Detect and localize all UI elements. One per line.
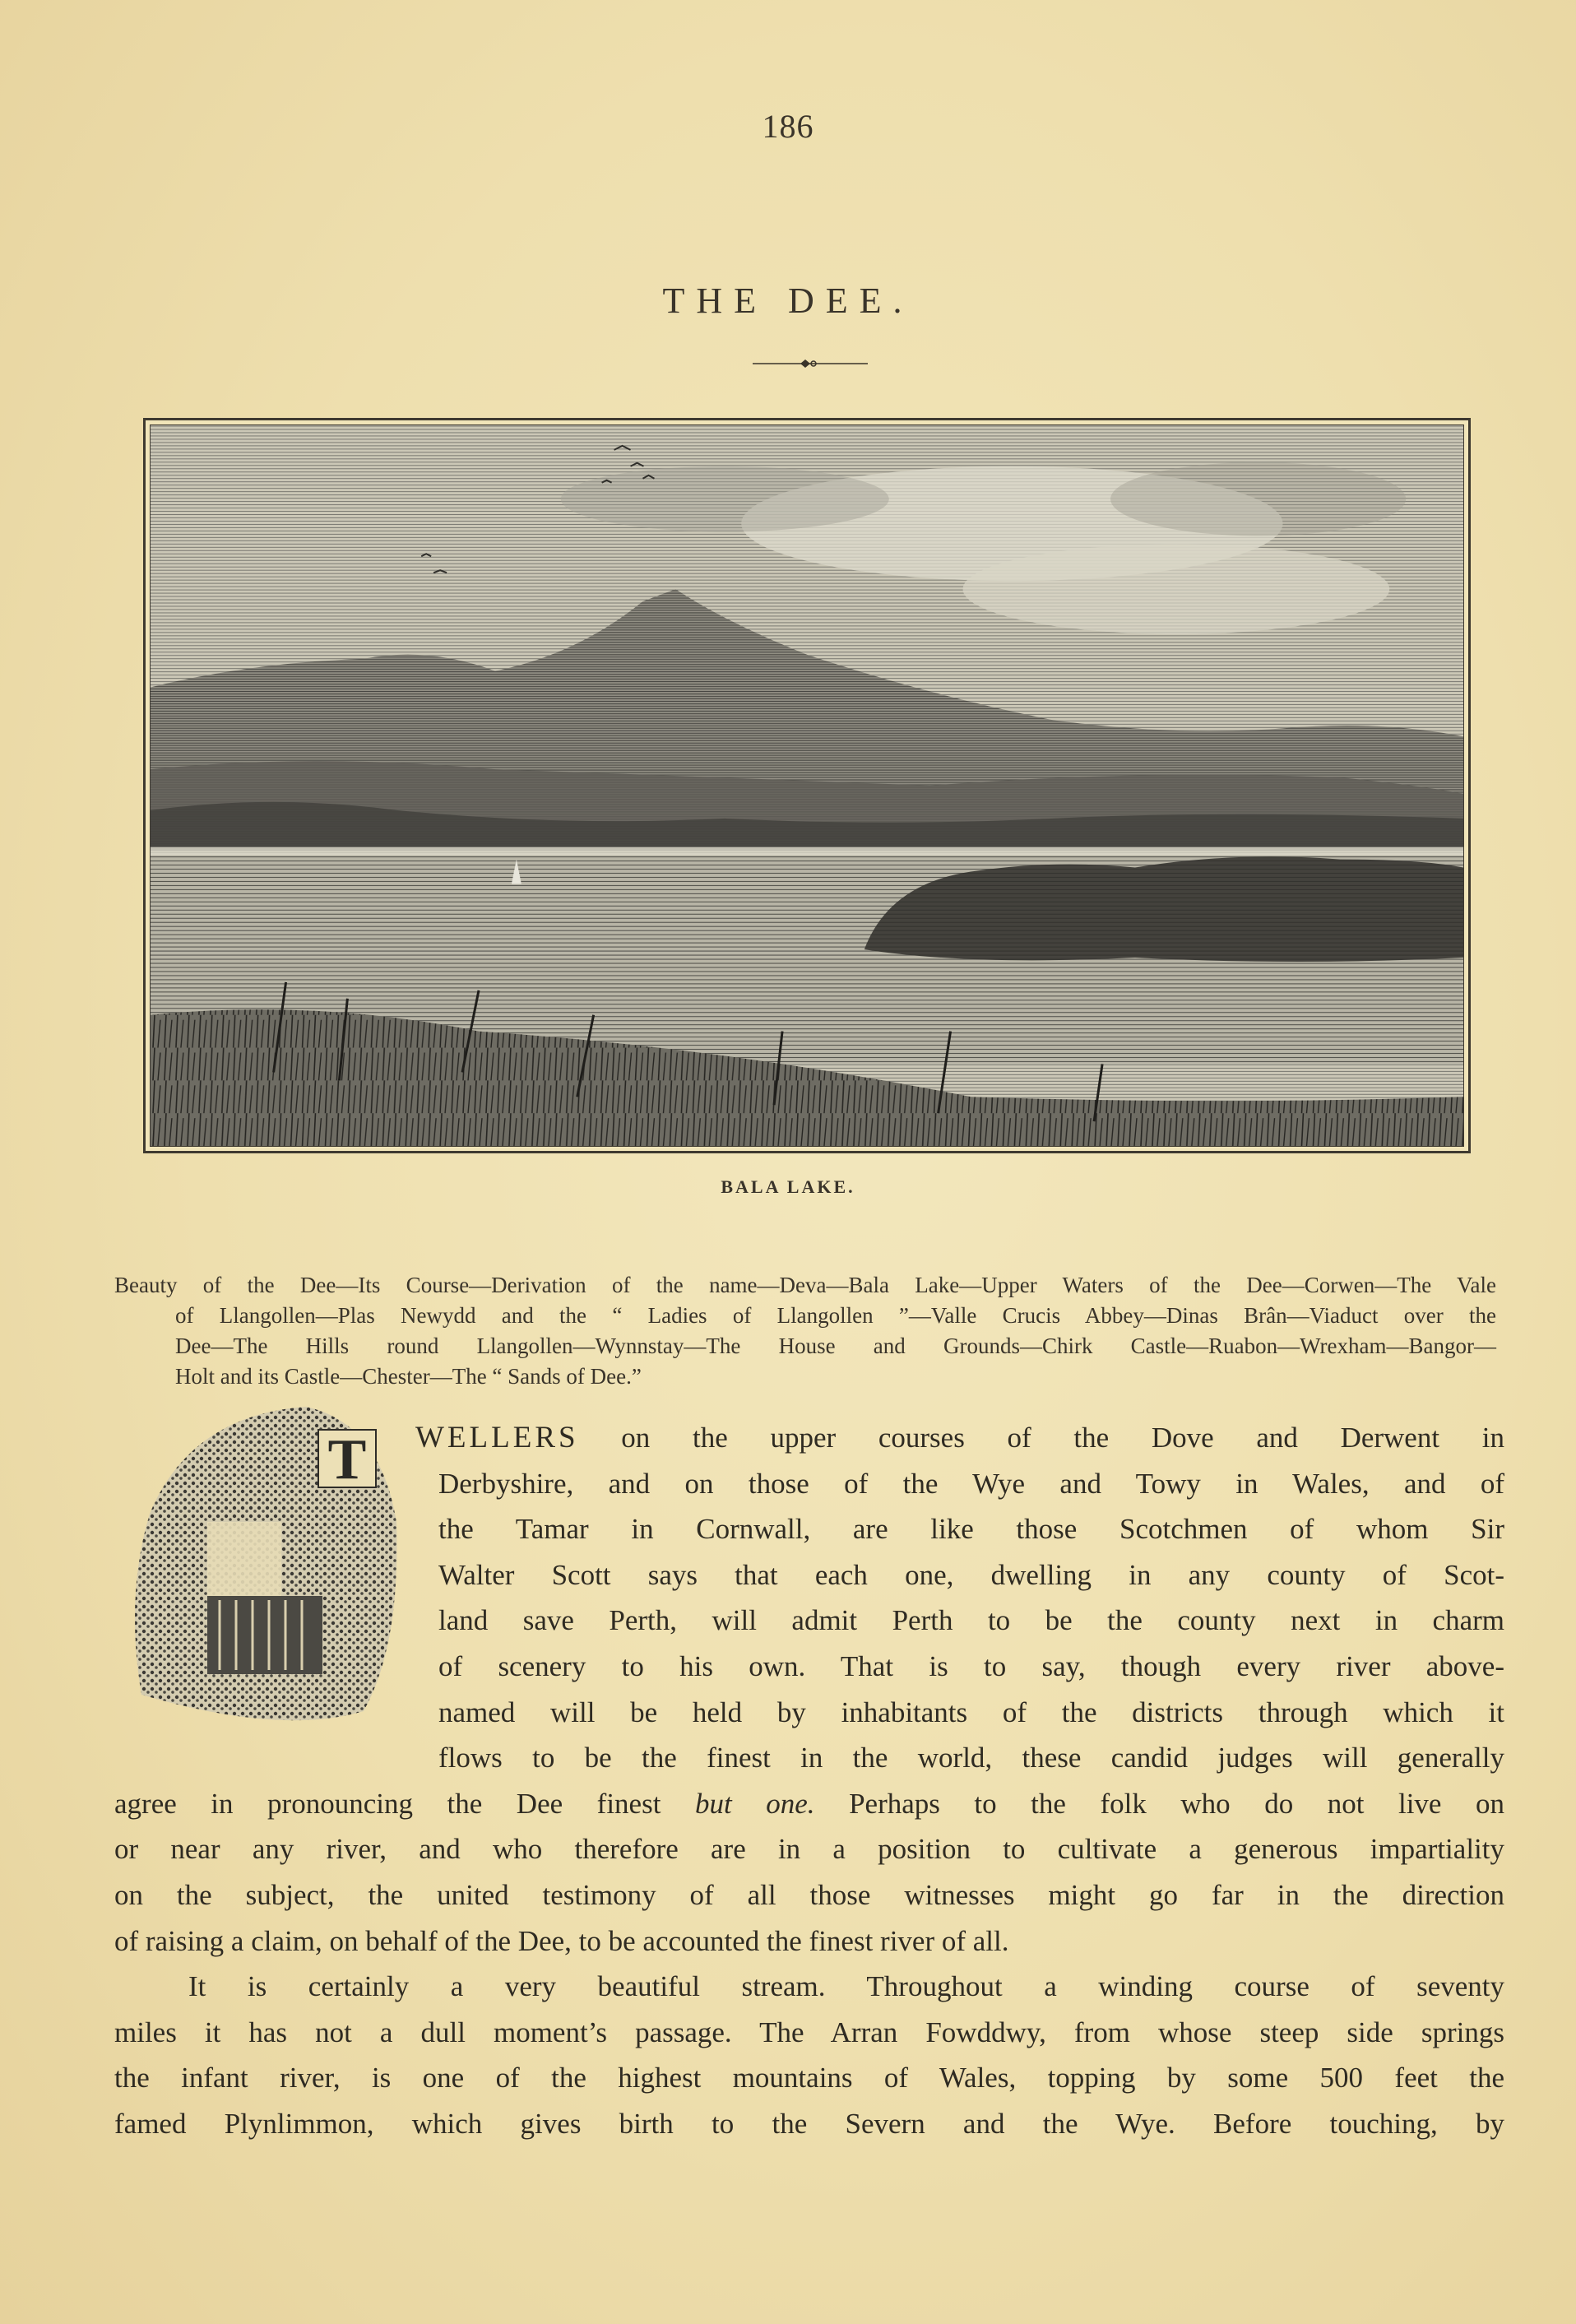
body-line bbox=[114, 1781, 1504, 1827]
chapter-synopsis bbox=[114, 1270, 1496, 1392]
synopsis-line: Beauty of the Dee—Its Course—Derivation of the name—Deva—Bala Lake—Upper Waters of the Dee—Corwen—The Vale bbox=[114, 1273, 1496, 1297]
illustration-caption: BALA LAKE. bbox=[721, 1176, 855, 1197]
body-line: flows to be the finest in the world, these candid judges will generally bbox=[438, 1742, 1504, 1774]
chapter-title: THE DEE. bbox=[662, 281, 914, 321]
bala-lake-engraving bbox=[143, 418, 1471, 1153]
opening-small-caps: WELLERS bbox=[415, 1421, 579, 1454]
body-line: of raising a claim, on behalf of the Dee, to be accounted the finest river of all. bbox=[114, 1924, 1009, 1957]
body-line bbox=[114, 1415, 1504, 1461]
body-line: Derbyshire, and on those of the Wye and Towy in Wales, and of bbox=[438, 1467, 1504, 1500]
synopsis-line: of Llangollen—Plas Newydd and the “ Ladies of Llangollen ”—Valle Crucis Abbey—Dinas Brân—Viaduct over the bbox=[175, 1303, 1496, 1328]
synopsis-line: Dee—The Hills round Llangollen—Wynnstay—The House and Grounds—Chirk Castle—Ruabon—Wrexham—Bangor— bbox=[175, 1334, 1496, 1358]
body-line: land save Perth, will admit Perth to be the county next in charm bbox=[438, 1604, 1504, 1637]
body-line: of scenery to his own. That is to say, though every river above- bbox=[438, 1649, 1504, 1682]
body-line: the Tamar in Cornwall, are like those Scotchmen of whom Sir bbox=[438, 1513, 1504, 1546]
body-line-text: Perhaps to the folk who do not live on bbox=[814, 1787, 1505, 1820]
body-line-text: on the upper courses of the Dove and Derwent in bbox=[578, 1422, 1504, 1454]
title-ornament bbox=[753, 359, 868, 369]
body-line: or near any river, and who therefore are in a position to cultivate a generous impartiality bbox=[114, 1833, 1504, 1866]
body-line: the infant river, is one of the highest mountains of Wales, topping by some 500 feet the bbox=[114, 2062, 1504, 2094]
body-line: famed Plynlimmon, which gives birth to the Severn and the Wye. Before touching, by bbox=[114, 2107, 1504, 2140]
page-number: 186 bbox=[762, 108, 814, 145]
engraving-image bbox=[150, 424, 1464, 1147]
body-line-text: agree in pronouncing the Dee finest bbox=[114, 1787, 695, 1820]
body-line: named will be held by inhabitants of the districts through which it bbox=[438, 1695, 1504, 1728]
body-line: It is certainly a very beautiful stream. Throughout a winding course of seventy bbox=[188, 1970, 1504, 2003]
drop-cap-letter: T bbox=[327, 1428, 367, 1491]
body-line: Walter Scott says that each one, dwelling in any county of Scot- bbox=[438, 1558, 1504, 1591]
synopsis-line: Holt and its Castle—Chester—The “ Sands of Dee.” bbox=[175, 1364, 642, 1389]
italic-phrase: but one. bbox=[694, 1787, 815, 1820]
body-line: miles it has not a dull moment’s passage. The Arran Fowddwy, from whose steep side springs bbox=[114, 2016, 1504, 2048]
body-line: on the subject, the united testimony of all those witnesses might go far in the direction bbox=[114, 1878, 1504, 1911]
body-text bbox=[114, 1415, 1504, 2147]
